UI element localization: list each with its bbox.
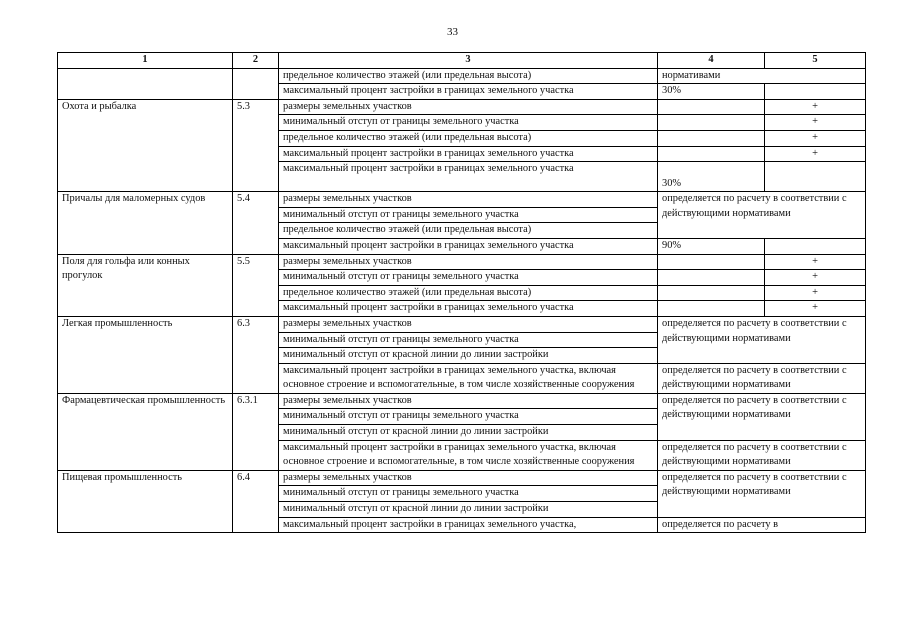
regulations-table	[57, 52, 866, 533]
table-row	[58, 192, 866, 208]
value-cell: определяется по расчету в соответствии с действующими нормативами	[658, 192, 866, 239]
value-cell: +	[765, 99, 866, 115]
column-header: 4	[658, 53, 765, 69]
value-cell	[658, 115, 765, 131]
value-cell	[658, 301, 765, 317]
param-cell: предельное количество этажей (или предельная высота)	[279, 285, 658, 301]
param-cell: размеры земельных участков	[279, 316, 658, 332]
param-cell: размеры земельных участков	[279, 254, 658, 270]
param-cell: размеры земельных участков	[279, 99, 658, 115]
group-name-cell: Охота и рыбалка	[58, 99, 233, 191]
table-row	[58, 99, 866, 115]
value-cell: определяется по расчету в соответствии с действующими нормативами	[658, 440, 866, 470]
param-cell: предельное количество этажей (или предельная высота)	[279, 68, 658, 84]
table-row	[58, 393, 866, 409]
value-cell: +	[765, 301, 866, 317]
value-cell	[658, 146, 765, 162]
value-cell: 90%	[658, 238, 765, 254]
param-cell: размеры земельных участков	[279, 393, 658, 409]
value-cell: определяется по расчету в соответствии с действующими нормативами	[658, 316, 866, 363]
group-code-cell	[233, 68, 279, 99]
value-cell: +	[765, 270, 866, 286]
param-cell: максимальный процент застройки в границах земельного участка, включая основное строение и вспомогательные, в том числе хозяйственные сооружения	[279, 363, 658, 393]
value-cell: нормативами	[658, 68, 866, 84]
value-cell	[658, 285, 765, 301]
param-cell: минимальный отступ от границы земельного участка	[279, 270, 658, 286]
value-cell	[765, 238, 866, 254]
param-cell: минимальный отступ от границы земельного участка	[279, 486, 658, 502]
table-row	[58, 470, 866, 486]
group-code-cell: 6.3.1	[233, 393, 279, 470]
value-cell: определяется по расчету в соответствии с действующими нормативами	[658, 470, 866, 517]
value-cell: 30%	[658, 84, 765, 100]
param-cell: максимальный процент застройки в границах земельного участка	[279, 84, 658, 100]
table-header-row	[58, 53, 866, 69]
param-cell: максимальный процент застройки в границах земельного участка	[279, 162, 658, 192]
column-header: 5	[765, 53, 866, 69]
value-cell: +	[765, 130, 866, 146]
param-cell: максимальный процент застройки в границах земельного участка	[279, 238, 658, 254]
column-header: 1	[58, 53, 233, 69]
value-cell: определяется по расчету в соответствии с действующими нормативами	[658, 363, 866, 393]
group-code-cell: 6.4	[233, 470, 279, 532]
param-cell: максимальный процент застройки в границах земельного участка	[279, 146, 658, 162]
param-cell: минимальный отступ от границы земельного участка	[279, 207, 658, 223]
column-header: 2	[233, 53, 279, 69]
param-cell: минимальный отступ от границы земельного участка	[279, 409, 658, 425]
group-code-cell: 5.4	[233, 192, 279, 254]
group-name-cell: Легкая промышленность	[58, 316, 233, 393]
param-cell: максимальный процент застройки в границах земельного участка,	[279, 517, 658, 533]
value-cell: +	[765, 146, 866, 162]
value-cell	[765, 84, 866, 100]
group-name-cell: Фармацевтическая промышленность	[58, 393, 233, 470]
value-cell	[658, 270, 765, 286]
value-cell: +	[765, 285, 866, 301]
value-cell: +	[765, 115, 866, 131]
param-cell: предельное количество этажей (или предельная высота)	[279, 223, 658, 239]
page-number: 33	[447, 26, 458, 38]
param-cell: минимальный отступ от красной линии до линии застройки	[279, 348, 658, 364]
value-cell: определяется по расчету в соответствии с действующими нормативами	[658, 393, 866, 440]
param-cell: максимальный процент застройки в границах земельного участка	[279, 301, 658, 317]
group-name-cell	[58, 68, 233, 99]
group-name-cell: Пищевая промышленность	[58, 470, 233, 532]
group-code-cell: 5.5	[233, 254, 279, 316]
value-cell	[765, 162, 866, 192]
group-name-cell: Причалы для маломерных судов	[58, 192, 233, 254]
table-row	[58, 68, 866, 84]
table-row	[58, 254, 866, 270]
param-cell: минимальный отступ от красной линии до линии застройки	[279, 502, 658, 518]
group-code-cell: 6.3	[233, 316, 279, 393]
value-cell: 30%	[658, 162, 765, 192]
param-cell: предельное количество этажей (или предельная высота)	[279, 130, 658, 146]
param-cell: размеры земельных участков	[279, 470, 658, 486]
param-cell: максимальный процент застройки в границах земельного участка, включая основное строение и вспомогательные, в том числе хозяйственные сооружения	[279, 440, 658, 470]
value-cell	[658, 99, 765, 115]
value-cell: +	[765, 254, 866, 270]
value-cell	[658, 254, 765, 270]
value-cell: определяется по расчету в	[658, 517, 866, 533]
group-name-cell: Поля для гольфа или конных прогулок	[58, 254, 233, 316]
table-row	[58, 316, 866, 332]
column-header: 3	[279, 53, 658, 69]
param-cell: минимальный отступ от красной линии до линии застройки	[279, 425, 658, 441]
value-cell	[658, 130, 765, 146]
group-code-cell: 5.3	[233, 99, 279, 191]
param-cell: размеры земельных участков	[279, 192, 658, 208]
param-cell: минимальный отступ от границы земельного участка	[279, 332, 658, 348]
param-cell: минимальный отступ от границы земельного участка	[279, 115, 658, 131]
